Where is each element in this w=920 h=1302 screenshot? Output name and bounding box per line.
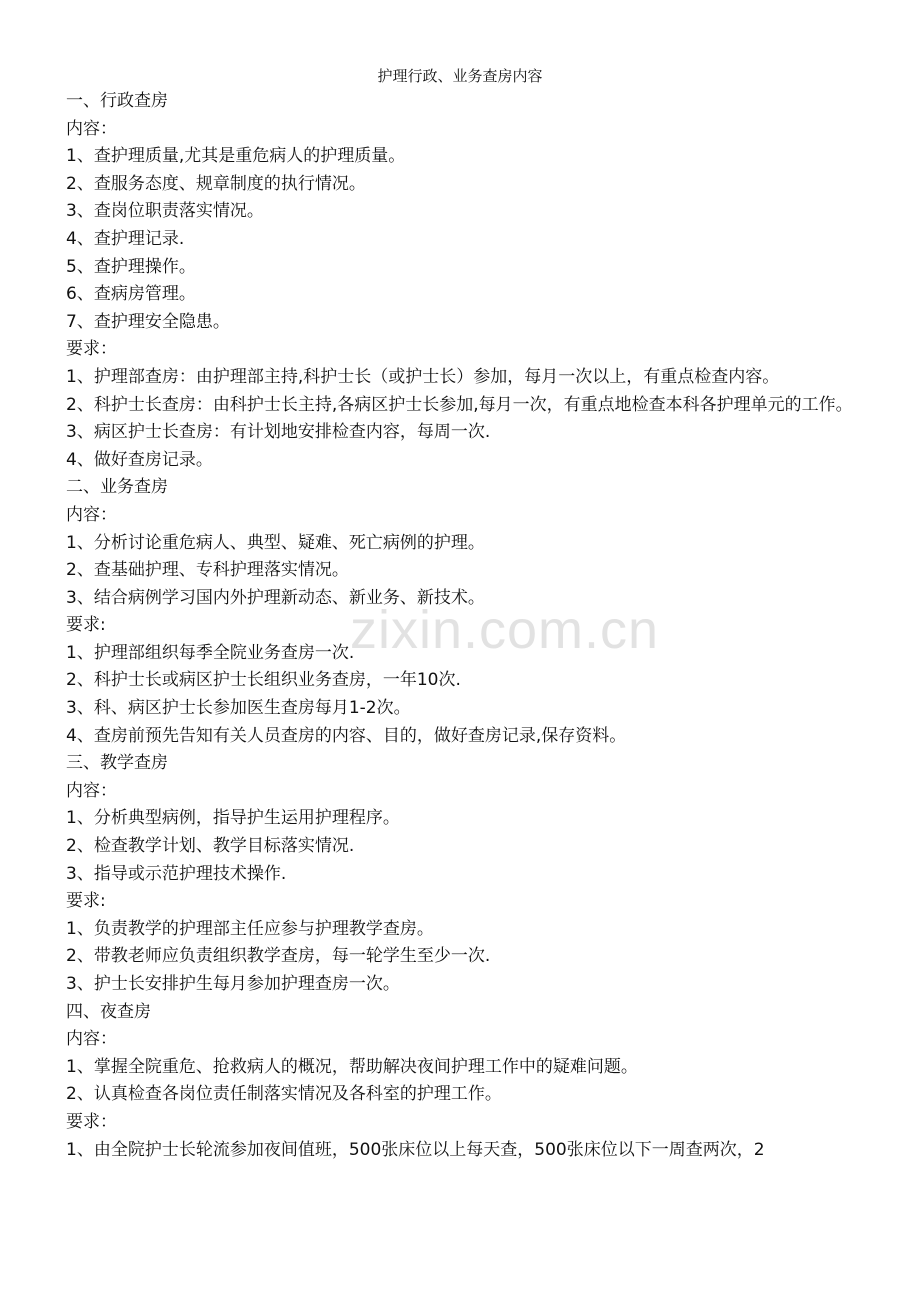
list-item: 3、护士长安排护生每月参加护理查房一次。 [66, 974, 400, 994]
document-body [66, 88, 856, 1164]
list-item: 2、查服务态度、规章制度的执行情况。 [66, 173, 366, 194]
list-item: 2、科护士长查房：由科护士长主持,各病区护士长参加,每月一次，有重点地检查本科各护理单元的工作。 [66, 394, 853, 415]
list-item: 1、分析讨论重危病人、典型、疑难、死亡病例的护理。 [66, 532, 485, 553]
list-item: 3、科、病区护士长参加医生查房每月1-2次。 [66, 698, 411, 719]
list-item: 3、病区护士长查房：有计划地安排检查内容，每周一次. [66, 422, 491, 443]
list-item: 2、认真检查各岗位责任制落实情况及各科室的护理工作。 [66, 1084, 502, 1105]
list-item: 1、查护理质量,尤其是重危病人的护理质量。 [66, 146, 406, 167]
list-item: 4、查房前预先告知有关人员查房的内容、目的，做好查房记录,保存资料。 [66, 725, 627, 746]
content-label: 内容： [66, 504, 117, 525]
requirements-label: 要求: [66, 891, 106, 912]
list-item: 2、查基础护理、专科护理落实情况。 [66, 560, 349, 581]
list-item: 3、查岗位职责落实情况。 [66, 201, 264, 222]
list-item: 4、查护理记录. [66, 228, 185, 249]
list-item: 5、查护理操作。 [66, 256, 196, 277]
list-item: 1、护理部组织每季全院业务查房一次. [66, 642, 355, 663]
document-title: 护理行政、业务查房内容 [377, 67, 543, 85]
list-item: 4、做好查房记录。 [66, 449, 213, 470]
list-item: 6、查病房管理。 [66, 284, 196, 305]
watermark: zixin.com.cn [350, 600, 660, 660]
list-item: 7、查护理安全隐患。 [66, 311, 230, 332]
content-label: 内容： [66, 118, 117, 139]
list-item: 1、分析典型病例，指导护生运用护理程序。 [66, 808, 400, 829]
requirements-label: 要求： [66, 339, 117, 360]
list-item: 3、结合病例学习国内外护理新动态、新业务、新技术。 [66, 587, 485, 608]
requirements-label: 要求： [66, 1111, 117, 1132]
list-item: 1、负责教学的护理部主任应参与护理教学查房。 [66, 918, 434, 939]
requirements-label: 要求: [66, 615, 106, 636]
list-item: 2、科护士长或病区护士长组织业务查房，一年10次. [66, 670, 461, 691]
content-label: 内容： [66, 780, 117, 801]
list-item: 1、由全院护士长轮流参加夜间值班，500张床位以上每天查，500张床位以下一周查两次，2 [66, 1139, 765, 1160]
list-item: 2、带教老师应负责组织教学查房，每一轮学生至少一次. [66, 946, 491, 967]
content-label: 内容： [66, 1029, 117, 1050]
section-heading-administrative-rounds: 一、行政查房 [66, 91, 168, 111]
list-item: 2、检查教学计划、教学目标落实情况. [66, 836, 355, 857]
section-heading-business-rounds: 二、业务查房 [66, 477, 168, 498]
section-heading-night-rounds: 四、夜查房 [66, 1001, 151, 1022]
list-item: 1、护理部查房：由护理部主持,科护士长（或护士长）参加，每月一次以上，有重点检查内容。 [66, 366, 780, 387]
list-item: 1、掌握全院重危、抢救病人的概况，帮助解决夜间护理工作中的疑难问题。 [66, 1056, 638, 1077]
list-item: 3、指导或示范护理技术操作. [66, 863, 287, 884]
section-heading-teaching-rounds: 三、教学查房 [66, 753, 168, 774]
